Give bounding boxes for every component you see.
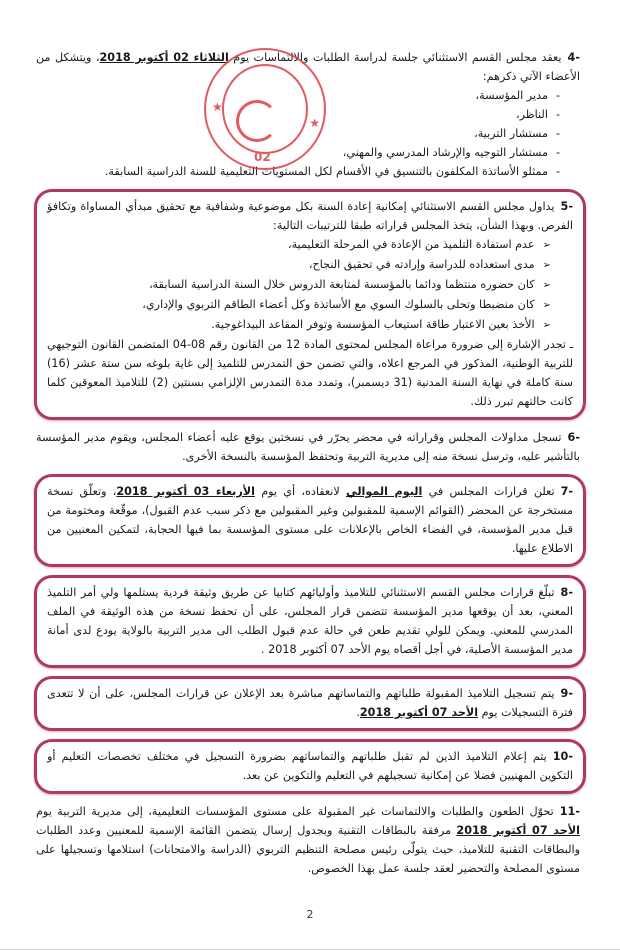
item-number: -5 <box>560 200 573 213</box>
member-item: - مستشار التوجيه والإرشاد المدرسي والمهني، <box>36 143 560 162</box>
arrow-bullet-icon: ➢ <box>542 320 551 331</box>
member-item: - ممثلو الأساتذة المكلفون بالتنسيق في الأقسام لكل المستويات التعليمية للسنة الدراسية السابقة. <box>36 162 560 181</box>
item-11: -11تحوّل الطعون والطلبات والالتماسات غير المقبولة على مستوى المؤسسات التعليمية، إلى مديرية التربية يوم الأحد 07 أكتوبر 2018 مرفقة بالبطاقات التقنية وبجدول إرسال يتضمن القائمة الإسمية للمعنيين وعدد الطلبات والبطاقات التقنية للتلاميذ، حيث يتولّى رئيس مصلحة التنظيم التربوي (الدراسة والامتحانات) استلامها وتسجيلها على مستوى المصلحة والتحضير لعقد جلسة عمل بهذا الخصوص. <box>36 805 580 875</box>
arrow-bullet-icon: ➢ <box>542 240 551 251</box>
meeting-date: الثلاثاء 02 أكتوبر 2018 <box>99 51 229 64</box>
criterion-item: ➢مدى استعداده للدراسة وإرادته في تحقيق النجاح، <box>308 258 551 271</box>
item-4 <box>34 48 586 181</box>
item-number: -11 <box>559 805 580 818</box>
item-9: -9يتم تسجيل التلاميذ المقبولة طلباتهم والتماساتهم مباشرة بعد الإعلان عن قرارات المجلس، على أن لا تتعدى فترة التسجيلات يوم الأحد 07 أكتوبر 2018. <box>47 687 573 719</box>
page-number: 2 <box>306 908 314 921</box>
star-icon: ★ <box>212 100 223 114</box>
arrow-bullet-icon: ➢ <box>542 280 551 291</box>
item-number: -6 <box>567 431 580 444</box>
item-4-wrap <box>34 48 586 181</box>
item-number: -10 <box>552 750 573 763</box>
stamp-code: 02 <box>254 150 271 164</box>
item-4-intro: -4يعقد مجلس القسم الاستثنائي جلسة لدراسة الطلبات والالتماسات يوم الثلاثاء 02 أكتوبر 2018، ويتشكل من الأعضاء الآتي ذكرهم: <box>36 51 580 83</box>
item-5-box <box>34 189 586 420</box>
members-list <box>36 86 580 181</box>
criterion-item: ➢الأخذ بعين الاعتبار طاقة استيعاب المؤسسة وتوفر المقاعد البيداغوجية. <box>211 318 551 331</box>
announcement-date: الأربعاء 03 أكتوبر 2018 <box>116 485 255 498</box>
emphasis-next-day: اليوم الموالي <box>346 485 423 498</box>
item-6: -6تسجل مداولات المجلس وقراراته في محضر يحرّر في نسختين يوقع عليه أعضاء المجلس، ويقوم مدير المؤسسة بالتأشير عليه، وترسل نسخة منه إلى مديرية التربية وتحتفظ المؤسسة بالنسخة الأخرى. <box>36 431 580 463</box>
item-9-box <box>34 676 586 731</box>
criterion-item: ➢كان حضوره منتظما ودائما بالمؤسسة لمتابعة الدروس خلال السنة الدراسية السابقة، <box>149 278 551 291</box>
star-icon: ★ <box>309 116 320 130</box>
item-10: -10يتم إعلام التلاميذ الذين لم تقبل طلباتهم والتماساتهم بضرورة التسجيل في مختلف تخصصات التعليم أو التكوين المهنيين فضلا عن إمكانية تسجيلهم في التعليم والتكوين عن بعد. <box>47 750 573 782</box>
criterion-item: ➢كان منضبطا وتحلى بالسلوك السوي مع الأساتذة وكل أعضاء الطاقم التربوي والإداري، <box>142 298 551 311</box>
arrow-bullet-icon: ➢ <box>542 260 551 271</box>
transfer-date: الأحد 07 أكتوبر 2018 <box>456 824 580 837</box>
item-10-box <box>34 739 586 794</box>
item-5-intro: -5يداول مجلس القسم الاستثنائي إمكانية إعادة السنة بكل موضوعية وشفافية مع تحقيق مبدأي المساواة وتكافؤ الفرص. وبهذا الشأن، يتخذ المجلس قراراته طبقا للترتيبات التالية: <box>47 200 573 232</box>
item-5-note: ـ تجدر الإشارة إلى ضرورة مراعاة المجلس لمحتوى المادة 12 من القانون رقم 08-04 المتضمن القانون التوجيهي للتربية الوطنية، المذكور في المرجع اعلاه، والتي تضمن حق التمدرس للتلميذ إلى غاية بلوغه سن ستة عشر (16) سنة كاملة في نهاية السنة المدنية (31 ديسمبر)، وتمدد مدة التمدرس الإلزامي بسنتين (2) للتلاميذ المعوقين كلما كانت حالتهم تبرر ذلك. <box>47 338 574 408</box>
item-number: -8 <box>560 586 573 599</box>
criteria-list <box>47 235 573 335</box>
member-item: - الناظر، <box>36 105 560 124</box>
item-7-box <box>34 474 586 567</box>
item-5 <box>47 197 573 411</box>
item-number: -9 <box>560 687 573 700</box>
registration-deadline: الأحد 07 أكتوبر 2018 <box>359 706 479 719</box>
item-number: -7 <box>560 485 574 498</box>
item-8-box <box>34 575 586 668</box>
arrow-bullet-icon: ➢ <box>542 300 551 311</box>
member-item: - مستشار التربية، <box>36 124 560 143</box>
item-number: -4 <box>567 51 580 64</box>
criterion-item: ➢عدم استفادة التلميذ من الإعادة في المرحلة التعليمية، <box>287 238 551 251</box>
item-7: -7تعلن قرارات المجلس في اليوم الموالي لانعقاده، أي يوم الأربعاء 03 أكتوبر 2018، وتعلّق نسخة مستخرجة عن المحضر (القوائم الإسمية للمقبولين وغير المقبولين مع ذكر سبب عدم القبول)، موقّعة ومختومة من قبل مدير المؤسسة، في الفضاء الخاص بالإعلانات على مستوى المؤسسة بما فيها الحجابة، لتمكين المعنيين من الاطلاع عليها. <box>47 485 574 555</box>
item-8: -8تبلّغ قرارات مجلس القسم الاستثنائي للتلاميذ وأوليائهم كتابيا عن طريق وثيقة فردية يستلمها ولي أمر التلميذ المعني، بعد أن يوقعها مدير المؤسسة تتضمن قرار المجلس، على أن تحفظ نسخة من هذه الوثيقة في الملف المدرسي للمعني. ويمكن للولي تقديم طعن في حالة عدم قبول الطلب الى مدير التربية بالولاية يودع لدى أمانة مدير المؤسسة الأصلية، في أجل أقصاه يوم الأحد 07 أكتوبر 2018 . <box>47 586 573 656</box>
member-item: - مدير المؤسسة، <box>36 86 560 105</box>
